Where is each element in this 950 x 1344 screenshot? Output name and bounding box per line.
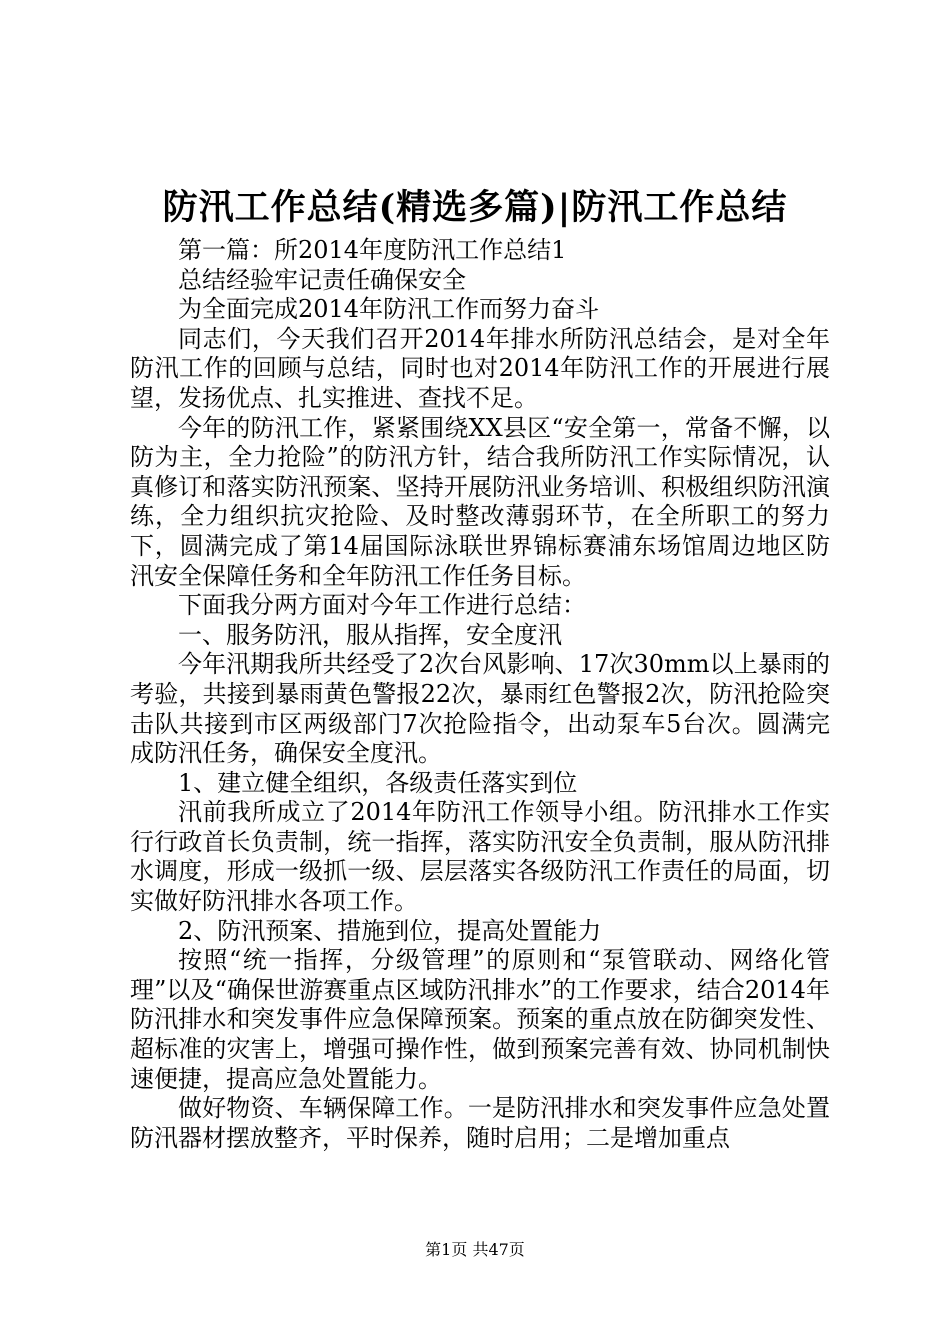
paragraph: 做好物资、车辆保障工作。一是防汛排水和突发事件应急处置防汛器材摆放整齐，平时保养，随时启用；二是增加重点 [130,1094,830,1152]
paragraph: 同志们，今天我们召开2014年排水所防汛总结会，是对全年防汛工作的回顾与总结，同时也对2014年防汛工作的开展进行展望，发扬优点、扎实推进、查找不足。 [130,324,830,412]
paragraph: 总结经验牢记责任确保安全 [178,265,466,294]
subsection-heading: 2、防汛预案、措施到位，提高处置能力 [178,916,602,945]
paragraph: 下面我分两方面对今年工作进行总结： [178,591,586,620]
subsection-heading: 1、建立健全组织，各级责任落实到位 [178,768,578,797]
document-title: 防汛工作总结(精选多篇)|防汛工作总结 [162,187,788,228]
paragraph: 为全面完成2014年防汛工作而努力奋斗 [178,295,600,324]
paragraph: 第一篇：所2014年度防汛工作总结1 [178,236,567,264]
paragraph: 汛前我所成立了2014年防汛工作领导小组。防汛排水工作实行行政首长负责制，统一指挥，落实防汛安全负责制，服从防汛排水调度，形成一级抓一级、层层落实各级防汛工作责任的局面，切实做好防汛排水各项工作。 [130,798,830,916]
paragraph: 按照“统一指挥，分级管理”的原则和“泵管联动、网络化管理”以及“确保世游赛重点区域防汛排水”的工作要求，结合2014年防汛排水和突发事件应急保障预案。预案的重点放在防御突发性、超标准的灾害上，增强可操作性，做到预案完善有效、协同机制快速便捷，提高应急处置能力。 [130,946,830,1093]
paragraph: 今年汛期我所共经受了2次台风影响、17次30mm以上暴雨的考验，共接到暴雨黄色警报22次，暴雨红色警报2次，防汛抢险突击队共接到市区两级部门7次抢险指令，出动泵车5台次。圆满完成防汛任务，确保安全度汛。 [130,650,830,768]
section-heading: 一、服务防汛，服从指挥，安全度汛 [178,620,562,649]
document-body [130,236,830,1153]
page-footer: 第1页 共47页 [425,1240,525,1259]
paragraph: 今年的防汛工作，紧紧围绕XX县区“安全第一，常备不懈，以防为主，全力抢险”的防汛方针，结合我所防汛工作实际情况，认真修订和落实防汛预案、坚持开展防汛业务培训、积极组织防汛演练，全力组织抗灾抢险、及时整改薄弱环节，在全所职工的努力下，圆满完成了第14届国际泳联世界锦标赛浦东场馆周边地区防汛安全保障任务和全年防汛工作任务目标。 [130,413,830,590]
